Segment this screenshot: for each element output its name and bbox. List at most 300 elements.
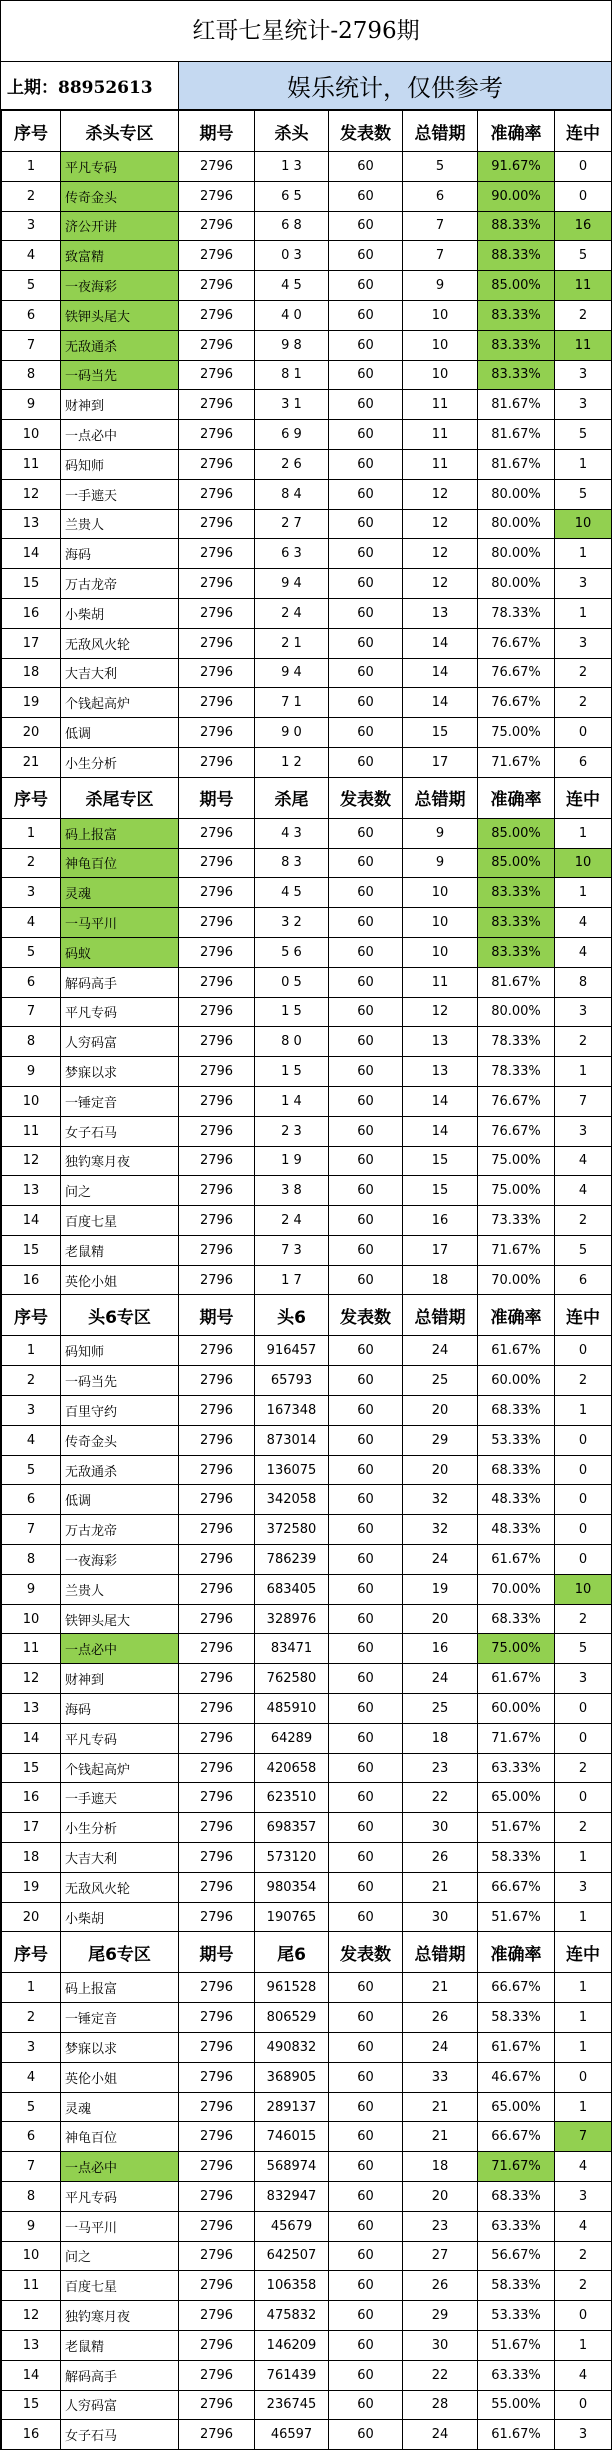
cell-streak: 16: [555, 211, 612, 241]
cell-source-name: 小生分析: [61, 747, 179, 777]
cell-issue: 2796: [179, 1872, 255, 1902]
cell-prediction: 8 1: [255, 360, 329, 390]
cell-issue: 2796: [179, 2003, 255, 2033]
cell-source-name: 女子石马: [61, 1116, 179, 1146]
table-row: [2, 2420, 612, 2450]
cell-miss-count: 9: [403, 818, 478, 848]
cell-posts: 60: [329, 1176, 403, 1206]
cell-miss-count: 20: [403, 1455, 478, 1485]
cell-source-name: 老鼠精: [61, 1235, 179, 1265]
cell-streak: 1: [555, 818, 612, 848]
cell-rank: 12: [2, 479, 61, 509]
cell-miss-count: 13: [403, 598, 478, 628]
cell-prediction: 9 0: [255, 718, 329, 748]
cell-accuracy: 48.33%: [478, 1515, 555, 1545]
cell-streak: 1: [555, 1902, 612, 1932]
cell-prediction: 2 1: [255, 628, 329, 658]
cell-accuracy: 85.00%: [478, 848, 555, 878]
cell-accuracy: 88.33%: [478, 211, 555, 241]
column-header-rank: 序号: [2, 777, 61, 818]
cell-source-name: 码蚁: [61, 937, 179, 967]
cell-posts: 60: [329, 390, 403, 420]
cell-posts: 60: [329, 449, 403, 479]
cell-posts: 60: [329, 1425, 403, 1455]
cell-streak: 3: [555, 360, 612, 390]
cell-streak: 4: [555, 1146, 612, 1176]
cell-rank: 7: [2, 2152, 61, 2182]
cell-source-name: 兰贵人: [61, 509, 179, 539]
table-row: [2, 1664, 612, 1694]
cell-rank: 11: [2, 449, 61, 479]
table-row: [2, 1813, 612, 1843]
cell-source-name: 问之: [61, 2241, 179, 2271]
table-row: [2, 1902, 612, 1932]
table-row: [2, 878, 612, 908]
column-header-prediction: 杀尾: [255, 777, 329, 818]
cell-issue: 2796: [179, 1425, 255, 1455]
cell-source-name: 平凡专码: [61, 1723, 179, 1753]
table-row: [2, 509, 612, 539]
cell-accuracy: 76.67%: [478, 658, 555, 688]
table-row: [2, 1872, 612, 1902]
cell-accuracy: 66.67%: [478, 1973, 555, 2003]
cell-accuracy: 83.33%: [478, 330, 555, 360]
cell-posts: 60: [329, 2390, 403, 2420]
column-header-miss-count: 总错期: [403, 1932, 478, 1973]
cell-prediction: 761439: [255, 2360, 329, 2390]
cell-streak: 2: [555, 1206, 612, 1236]
cell-source-name: 一锤定音: [61, 1086, 179, 1116]
cell-prediction: 420658: [255, 1753, 329, 1783]
cell-streak: 0: [555, 1723, 612, 1753]
cell-streak: 4: [555, 2360, 612, 2390]
table-row: [2, 2390, 612, 2420]
cell-source-name: 一夜海彩: [61, 1545, 179, 1575]
cell-streak: 1: [555, 878, 612, 908]
cell-source-name: 海码: [61, 539, 179, 569]
cell-accuracy: 61.67%: [478, 1336, 555, 1366]
cell-issue: 2796: [179, 2271, 255, 2301]
cell-issue: 2796: [179, 598, 255, 628]
cell-posts: 60: [329, 997, 403, 1027]
cell-miss-count: 30: [403, 1902, 478, 1932]
cell-posts: 60: [329, 1694, 403, 1724]
cell-source-name: 独钓寒月夜: [61, 1146, 179, 1176]
cell-issue: 2796: [179, 1973, 255, 2003]
cell-prediction: 980354: [255, 1872, 329, 1902]
cell-source-name: 梦寐以求: [61, 1057, 179, 1087]
cell-streak: 5: [555, 420, 612, 450]
cell-rank: 11: [2, 1116, 61, 1146]
cell-issue: 2796: [179, 1485, 255, 1515]
cell-miss-count: 12: [403, 509, 478, 539]
cell-posts: 60: [329, 747, 403, 777]
cell-source-name: 海码: [61, 1694, 179, 1724]
cell-prediction: 8 4: [255, 479, 329, 509]
cell-issue: 2796: [179, 449, 255, 479]
cell-streak: 5: [555, 241, 612, 271]
table-row: [2, 937, 612, 967]
cell-streak: 0: [555, 2301, 612, 2331]
cell-posts: 60: [329, 2003, 403, 2033]
cell-source-name: 人穷码富: [61, 1027, 179, 1057]
column-header-posts: 发表数: [329, 111, 403, 152]
cell-prediction: 289137: [255, 2092, 329, 2122]
cell-source-name: 灵魂: [61, 878, 179, 908]
cell-streak: 1: [555, 1973, 612, 2003]
cell-prediction: 916457: [255, 1336, 329, 1366]
cell-rank: 6: [2, 2122, 61, 2152]
cell-issue: 2796: [179, 848, 255, 878]
cell-streak: 3: [555, 1872, 612, 1902]
cell-accuracy: 58.33%: [478, 1843, 555, 1873]
cell-accuracy: 78.33%: [478, 598, 555, 628]
table-row: [2, 569, 612, 599]
cell-prediction: 368905: [255, 2062, 329, 2092]
cell-miss-count: 14: [403, 628, 478, 658]
table-row: [2, 152, 612, 182]
cell-issue: 2796: [179, 1336, 255, 1366]
cell-issue: 2796: [179, 1783, 255, 1813]
cell-issue: 2796: [179, 479, 255, 509]
table-row: [2, 1455, 612, 1485]
cell-posts: 60: [329, 1843, 403, 1873]
cell-rank: 10: [2, 1086, 61, 1116]
cell-issue: 2796: [179, 1515, 255, 1545]
cell-miss-count: 16: [403, 1634, 478, 1664]
cell-streak: 5: [555, 1634, 612, 1664]
cell-source-name: 码上报富: [61, 818, 179, 848]
cell-prediction: 1 5: [255, 997, 329, 1027]
column-header-accuracy: 准确率: [478, 777, 555, 818]
cell-issue: 2796: [179, 997, 255, 1027]
cell-posts: 60: [329, 1086, 403, 1116]
table-row: [2, 1425, 612, 1455]
cell-streak: 3: [555, 2420, 612, 2450]
cell-miss-count: 9: [403, 271, 478, 301]
cell-posts: 60: [329, 1116, 403, 1146]
section-header-row: [2, 1295, 612, 1336]
cell-streak: 10: [555, 1574, 612, 1604]
cell-posts: 60: [329, 2271, 403, 2301]
table-row: [2, 747, 612, 777]
cell-streak: 2: [555, 2241, 612, 2271]
cell-rank: 16: [2, 1783, 61, 1813]
cell-source-name: 灵魂: [61, 2092, 179, 2122]
cell-streak: 2: [555, 300, 612, 330]
cell-streak: 1: [555, 1396, 612, 1426]
cell-rank: 13: [2, 1176, 61, 1206]
cell-prediction: 573120: [255, 1843, 329, 1873]
table-row: [2, 1783, 612, 1813]
cell-miss-count: 11: [403, 449, 478, 479]
cell-prediction: 45679: [255, 2211, 329, 2241]
cell-source-name: 百度七星: [61, 1206, 179, 1236]
cell-rank: 4: [2, 2062, 61, 2092]
cell-rank: 12: [2, 1146, 61, 1176]
cell-accuracy: 58.33%: [478, 2271, 555, 2301]
cell-issue: 2796: [179, 1753, 255, 1783]
cell-streak: 1: [555, 539, 612, 569]
cell-posts: 60: [329, 1146, 403, 1176]
cell-posts: 60: [329, 1723, 403, 1753]
table-row: [2, 688, 612, 718]
cell-issue: 2796: [179, 2152, 255, 2182]
table-row: [2, 2241, 612, 2271]
cell-streak: 2: [555, 1813, 612, 1843]
last-issue-result: 上期：88952613: [1, 62, 179, 109]
cell-posts: 60: [329, 2092, 403, 2122]
cell-prediction: 3 8: [255, 1176, 329, 1206]
cell-prediction: 136075: [255, 1455, 329, 1485]
cell-miss-count: 23: [403, 1753, 478, 1783]
cell-streak: 1: [555, 449, 612, 479]
cell-miss-count: 18: [403, 1265, 478, 1295]
cell-source-name: 一锤定音: [61, 2003, 179, 2033]
cell-issue: 2796: [179, 1116, 255, 1146]
cell-source-name: 财神到: [61, 390, 179, 420]
cell-posts: 60: [329, 1574, 403, 1604]
cell-accuracy: 80.00%: [478, 479, 555, 509]
cell-source-name: 神龟百位: [61, 2122, 179, 2152]
cell-accuracy: 51.67%: [478, 1902, 555, 1932]
cell-miss-count: 12: [403, 539, 478, 569]
cell-issue: 2796: [179, 2390, 255, 2420]
cell-posts: 60: [329, 2420, 403, 2450]
cell-posts: 60: [329, 1206, 403, 1236]
table-row: [2, 1694, 612, 1724]
cell-miss-count: 26: [403, 1843, 478, 1873]
cell-prediction: 1 9: [255, 1146, 329, 1176]
cell-accuracy: 48.33%: [478, 1485, 555, 1515]
cell-posts: 60: [329, 2330, 403, 2360]
cell-streak: 2: [555, 1366, 612, 1396]
cell-prediction: 146209: [255, 2330, 329, 2360]
cell-source-name: 传奇金头: [61, 181, 179, 211]
cell-rank: 15: [2, 2390, 61, 2420]
cell-source-name: 财神到: [61, 1664, 179, 1694]
column-header-source-name: 尾6专区: [61, 1932, 179, 1973]
table-row: [2, 1723, 612, 1753]
cell-miss-count: 13: [403, 1027, 478, 1057]
cell-posts: 60: [329, 539, 403, 569]
cell-source-name: 大吉大利: [61, 658, 179, 688]
cell-issue: 2796: [179, 908, 255, 938]
cell-rank: 6: [2, 1485, 61, 1515]
cell-posts: 60: [329, 2062, 403, 2092]
cell-source-name: 英伦小姐: [61, 1265, 179, 1295]
cell-source-name: 传奇金头: [61, 1425, 179, 1455]
table-row: [2, 211, 612, 241]
cell-miss-count: 5: [403, 152, 478, 182]
cell-accuracy: 53.33%: [478, 1425, 555, 1455]
cell-streak: 7: [555, 1086, 612, 1116]
cell-miss-count: 29: [403, 1425, 478, 1455]
cell-issue: 2796: [179, 1843, 255, 1873]
cell-posts: 60: [329, 1057, 403, 1087]
cell-posts: 60: [329, 878, 403, 908]
table-row: [2, 848, 612, 878]
cell-streak: 4: [555, 937, 612, 967]
cell-accuracy: 61.67%: [478, 1545, 555, 1575]
cell-accuracy: 75.00%: [478, 1176, 555, 1206]
cell-streak: 3: [555, 569, 612, 599]
cell-accuracy: 75.00%: [478, 718, 555, 748]
cell-miss-count: 15: [403, 1146, 478, 1176]
cell-source-name: 一手遮天: [61, 1783, 179, 1813]
cell-issue: 2796: [179, 1235, 255, 1265]
table-row: [2, 658, 612, 688]
cell-rank: 18: [2, 1843, 61, 1873]
stats-table-body: [2, 111, 612, 2450]
cell-miss-count: 14: [403, 658, 478, 688]
info-bar: [1, 62, 611, 110]
table-row: [2, 2301, 612, 2331]
cell-issue: 2796: [179, 2182, 255, 2212]
cell-source-name: 万古龙帝: [61, 569, 179, 599]
cell-rank: 9: [2, 1574, 61, 1604]
cell-prediction: 683405: [255, 1574, 329, 1604]
cell-accuracy: 66.67%: [478, 1872, 555, 1902]
cell-miss-count: 7: [403, 241, 478, 271]
cell-posts: 60: [329, 1455, 403, 1485]
cell-source-name: 小柴胡: [61, 598, 179, 628]
cell-issue: 2796: [179, 937, 255, 967]
cell-streak: 1: [555, 1057, 612, 1087]
cell-rank: 20: [2, 718, 61, 748]
cell-prediction: 485910: [255, 1694, 329, 1724]
cell-prediction: 1 7: [255, 1265, 329, 1295]
cell-rank: 8: [2, 1027, 61, 1057]
cell-posts: 60: [329, 1396, 403, 1426]
cell-posts: 60: [329, 330, 403, 360]
cell-accuracy: 91.67%: [478, 152, 555, 182]
cell-streak: 5: [555, 1235, 612, 1265]
cell-prediction: 7 3: [255, 1235, 329, 1265]
cell-streak: 7: [555, 2122, 612, 2152]
cell-source-name: 女子石马: [61, 2420, 179, 2450]
cell-accuracy: 85.00%: [478, 271, 555, 301]
cell-issue: 2796: [179, 1574, 255, 1604]
cell-issue: 2796: [179, 688, 255, 718]
cell-streak: 1: [555, 1843, 612, 1873]
table-row: [2, 1235, 612, 1265]
table-row: [2, 1574, 612, 1604]
cell-streak: 2: [555, 1027, 612, 1057]
cell-accuracy: 83.33%: [478, 878, 555, 908]
cell-prediction: 2 4: [255, 1206, 329, 1236]
cell-source-name: 问之: [61, 1176, 179, 1206]
cell-source-name: 人穷码富: [61, 2390, 179, 2420]
cell-rank: 10: [2, 1604, 61, 1634]
cell-miss-count: 22: [403, 1783, 478, 1813]
cell-streak: 3: [555, 997, 612, 1027]
cell-rank: 7: [2, 330, 61, 360]
cell-streak: 0: [555, 1515, 612, 1545]
cell-miss-count: 10: [403, 330, 478, 360]
cell-miss-count: 17: [403, 1235, 478, 1265]
cell-issue: 2796: [179, 569, 255, 599]
column-header-prediction: 杀头: [255, 111, 329, 152]
cell-prediction: 46597: [255, 2420, 329, 2450]
cell-prediction: 746015: [255, 2122, 329, 2152]
cell-source-name: 小柴胡: [61, 1902, 179, 1932]
cell-accuracy: 71.67%: [478, 2152, 555, 2182]
cell-prediction: 3 1: [255, 390, 329, 420]
cell-prediction: 6 3: [255, 539, 329, 569]
cell-source-name: 无敌风火轮: [61, 628, 179, 658]
cell-issue: 2796: [179, 271, 255, 301]
table-row: [2, 1973, 612, 2003]
cell-issue: 2796: [179, 1086, 255, 1116]
table-row: [2, 181, 612, 211]
cell-posts: 60: [329, 2360, 403, 2390]
cell-issue: 2796: [179, 818, 255, 848]
cell-accuracy: 90.00%: [478, 181, 555, 211]
cell-miss-count: 10: [403, 937, 478, 967]
cell-issue: 2796: [179, 1455, 255, 1485]
cell-streak: 3: [555, 1116, 612, 1146]
cell-miss-count: 21: [403, 2092, 478, 2122]
table-row: [2, 2003, 612, 2033]
cell-miss-count: 24: [403, 1664, 478, 1694]
cell-miss-count: 17: [403, 747, 478, 777]
cell-posts: 60: [329, 688, 403, 718]
cell-issue: 2796: [179, 1545, 255, 1575]
table-row: [2, 1485, 612, 1515]
cell-source-name: 铁钾头尾大: [61, 1604, 179, 1634]
cell-miss-count: 18: [403, 2152, 478, 2182]
cell-accuracy: 58.33%: [478, 2003, 555, 2033]
cell-rank: 16: [2, 2420, 61, 2450]
cell-streak: 0: [555, 181, 612, 211]
cell-posts: 60: [329, 241, 403, 271]
cell-rank: 5: [2, 2092, 61, 2122]
cell-miss-count: 10: [403, 360, 478, 390]
section-header-row: [2, 111, 612, 152]
cell-rank: 2: [2, 181, 61, 211]
column-header-streak: 连中: [555, 111, 612, 152]
cell-rank: 14: [2, 2360, 61, 2390]
cell-prediction: 6 5: [255, 181, 329, 211]
column-header-accuracy: 准确率: [478, 1932, 555, 1973]
cell-accuracy: 68.33%: [478, 1396, 555, 1426]
cell-miss-count: 6: [403, 181, 478, 211]
cell-streak: 5: [555, 479, 612, 509]
cell-source-name: 大吉大利: [61, 1843, 179, 1873]
column-header-streak: 连中: [555, 777, 612, 818]
table-row: [2, 2122, 612, 2152]
cell-prediction: 4 5: [255, 878, 329, 908]
cell-miss-count: 20: [403, 1396, 478, 1426]
cell-prediction: 786239: [255, 1545, 329, 1575]
cell-posts: 60: [329, 967, 403, 997]
column-header-source-name: 杀尾专区: [61, 777, 179, 818]
cell-source-name: 铁钾头尾大: [61, 300, 179, 330]
cell-streak: 0: [555, 1694, 612, 1724]
cell-rank: 19: [2, 1872, 61, 1902]
cell-miss-count: 27: [403, 2241, 478, 2271]
cell-accuracy: 73.33%: [478, 1206, 555, 1236]
cell-streak: 4: [555, 2211, 612, 2241]
cell-miss-count: 24: [403, 1545, 478, 1575]
table-row: [2, 908, 612, 938]
table-row: [2, 1086, 612, 1116]
cell-prediction: 190765: [255, 1902, 329, 1932]
cell-miss-count: 30: [403, 1813, 478, 1843]
table-row: [2, 1057, 612, 1087]
cell-prediction: 9 4: [255, 658, 329, 688]
